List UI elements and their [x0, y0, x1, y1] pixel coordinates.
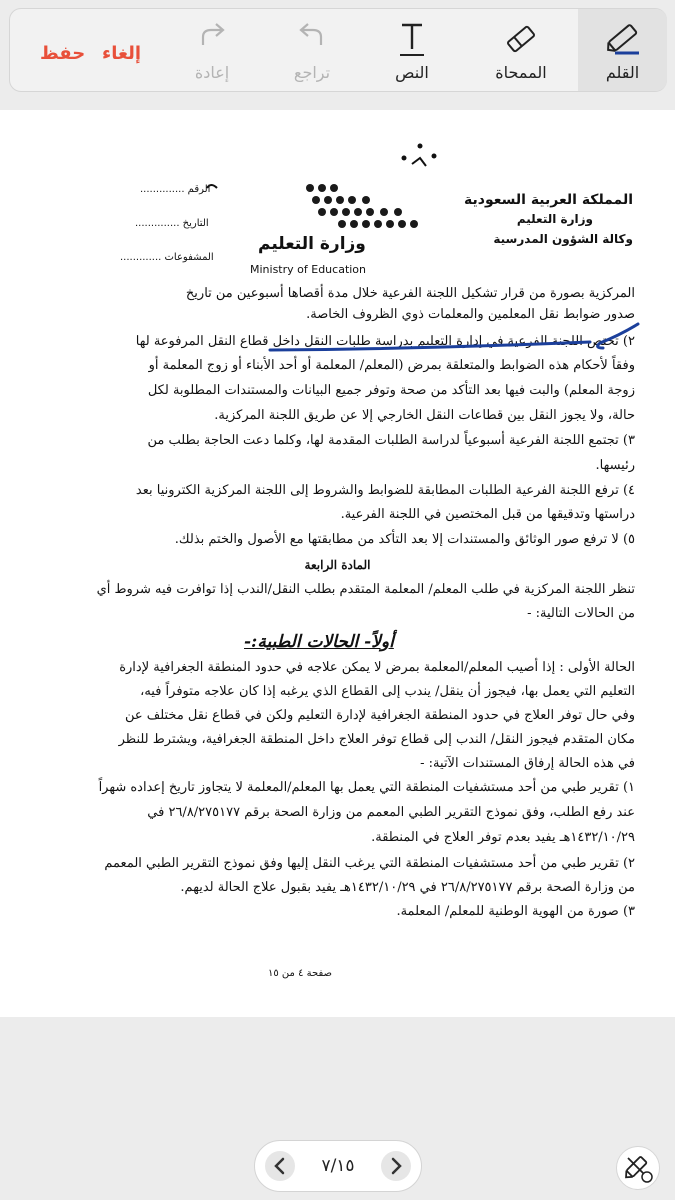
doc-line: من وزارة الصحة برقم ٢٦/٨/٢٧٥١٧٧ في ١٤٣٢/١٠/٢٩هـ يفيد بقبول علاج الحالة لديهم. — [180, 880, 635, 895]
page-footer: صفحة ٤ من ١٥ — [268, 968, 332, 979]
doc-line: صدور ضوابط نقل المعلمين والمعلمات ذوي الظروف الخاصة. — [306, 307, 635, 322]
doc-line: ٥) لا ترفع صور الوثائق والمستندات إلا بعد التأكد من مطابقتها مع الأصول والختم بذلك. — [174, 532, 635, 547]
page-navigator — [254, 1140, 422, 1192]
cancel-button[interactable]: إلغاء — [102, 43, 142, 64]
doc-line: في هذه الحالة إرفاق المستندات الآتية: - — [420, 756, 635, 771]
doc-line: ٢) تختص اللجنة الفرعية في إدارة التعليم بدراسة طلبات النقل داخل قطاع النقل المرفوعة لها — [135, 334, 635, 349]
doc-line: ٣) تجتمع اللجنة الفرعية أسبوعياً لدراسة الطلبات المقدمة لها، وكلما دعت الحاجة بطلب من — [147, 433, 635, 448]
doc-line: ٢) تقرير طبي من أحد مستشفيات المنطقة التي يرغب النقل إليها وفق نموذج التقرير الطبي المعمم — [104, 856, 635, 871]
undo-icon — [297, 23, 327, 53]
doc-line: مكان المتقدم فيجوز النقل/ الندب إلى قطاع توفر العلاج داخل المنطقة الجغرافية، ويشترط للنظر — [118, 732, 635, 747]
doc-line: عند رفع الطلب، وفق نموذج التقرير الطبي المعمم من وزارة الصحة برقم ٢٦/٨/٢٧٥١٧٧ في — [147, 805, 635, 820]
header-kingdom: المملكة العربية السعودية — [464, 192, 633, 208]
section-heading-medical: أولاً- الحالات الطبية:- — [244, 632, 394, 652]
eraser-icon — [504, 23, 538, 59]
header-attachments: المشفوعات ............. — [120, 252, 214, 263]
page-indicator: ٧/١٥ — [321, 1156, 355, 1176]
doc-line: وفي حال توفر العلاج في حدود المنطقة الجغرافية لإدارة التعليم ولكن في قطاع نقل مختلف عن — [124, 708, 635, 723]
doc-line: الحالة الأولى : إذا أصيب المعلم/المعلمة بمرض لا يمكن علاجه في حدود المنطقة الجغرافية لإدارة — [119, 660, 635, 675]
doc-line: ١٤٣٢/١٠/٢٩هـ يفيد بعدم توفر العلاج في المنطقة. — [371, 830, 635, 845]
redo-button[interactable] — [174, 9, 250, 91]
doc-line: دراستها وتدقيقها من قبل المختصين في اللجنة الفرعية. — [340, 507, 635, 522]
header-agency: وكالة الشؤون المدرسية — [493, 232, 633, 246]
doc-line: ١) تقرير طبي من أحد مستشفيات المنطقة التي يعمل بها المعلم/المعلمة لا يتجاوز تاريخ إعداده شهراً — [98, 780, 635, 795]
doc-line: ٤) ترفع اللجنة الفرعية الطلبات المطابقة للضوابط والشروط إلى اللجنة المركزية الكترونيا بعد — [135, 483, 635, 498]
markup-toggle-button[interactable] — [616, 1146, 660, 1190]
article-heading: المادة الرابعة — [304, 558, 371, 572]
doc-line: التعليم التي يعمل بها، فيجوز أن ينقل/ يندب إلى القطاع الذي يرغبه إذا كان علاجه متوفراً فيه، — [140, 684, 635, 699]
redo-label: إعادة — [194, 63, 230, 82]
annotation-toolbar — [9, 8, 667, 92]
chevron-right-icon — [381, 1151, 411, 1181]
eraser-tool-label: الممحاة — [495, 63, 547, 82]
undo-label: تراجع — [293, 63, 331, 82]
next-page-button[interactable] — [381, 1151, 411, 1181]
header-ministry: وزارة التعليم — [516, 212, 593, 226]
doc-line: وفقاً لأحكام هذه الضوابط والمتعلقة بمرض (المعلم/ المعلمة أو أحد الأبناء أو زوج المعلمة أو — [148, 358, 635, 373]
document-page[interactable] — [0, 110, 675, 1017]
header-number: الرقم .............. — [140, 184, 211, 195]
text-tool-button[interactable] — [374, 9, 450, 91]
pen-off-icon — [617, 1147, 661, 1191]
text-tool-label: النص — [395, 63, 429, 82]
ministry-title-en: Ministry of Education — [250, 263, 367, 276]
doc-line: المركزية بصورة من قرار تشكيل اللجنة الفرعية خلال مدة أقصاها أسبوعين من تاريخ — [185, 286, 635, 301]
eraser-tool-button[interactable] — [480, 9, 562, 91]
doc-line: تنظر اللجنة المركزية في طلب المعلم/ المعلمة المتقدم بطلب النقل/الندب إذا توافرت فيه شروط أي — [96, 582, 635, 597]
redo-icon — [197, 23, 227, 53]
pen-tool-button[interactable] — [578, 9, 667, 91]
doc-line: رئيسها. — [595, 458, 635, 473]
pen-tool-label: القلم — [605, 63, 640, 82]
text-icon — [399, 23, 425, 61]
header-date: التاريخ .............. — [135, 218, 209, 229]
doc-line: زوجة المعلم) والبت فيها بعد التأكد من صحة وتوفر جميع البيانات والمستندات المطلوبة لكل — [147, 383, 635, 398]
doc-line: ٣) صورة من الهوية الوطنية للمعلم/ المعلمة. — [396, 904, 635, 919]
ministry-title-ar: وزارة التعليم — [258, 234, 366, 254]
doc-line: حالة، ولا يجوز النقل بين قطاعات النقل الخارجي إلا عن طريق اللجنة المركزية. — [214, 408, 635, 423]
pen-annotation[interactable] — [0, 110, 675, 1017]
undo-button[interactable] — [274, 9, 350, 91]
save-button[interactable]: حفظ — [40, 43, 86, 64]
pen-icon — [603, 23, 643, 61]
doc-line: من الحالات التالية: - — [527, 606, 635, 621]
